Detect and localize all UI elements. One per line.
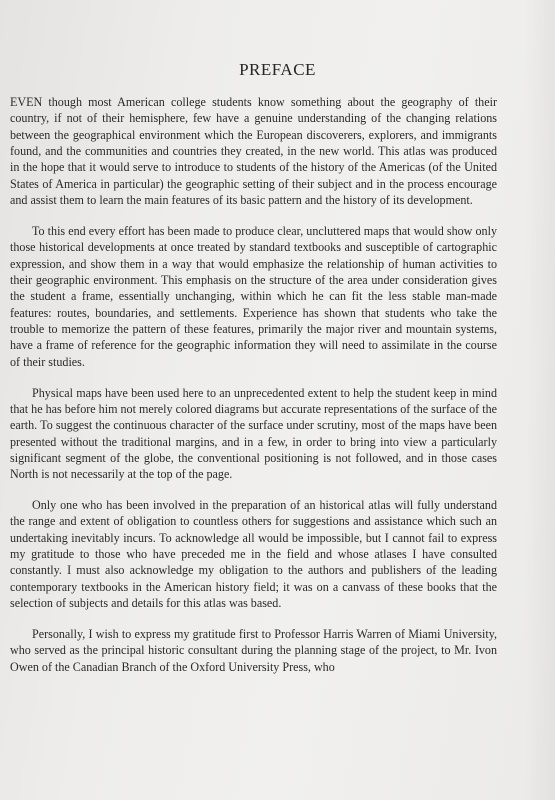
page-title: PREFACE [239,60,316,79]
paragraph-1: EVEN though most American college students know something about the geography of their country, if not of their hemisphere, few have a genuine understanding of the changing relations between the geographical environment which the European discoverers, explorers, and immigrants found, and the communities and countries they created, in the new world. This atlas was produced in the hope that it would serve to introduce to students of the history of the Americas (of the United States of America in particular) the geographic setting of their subject and in the process encourage and assist them to learn the main features of its basic pattern and the history of its development. [10,95,497,208]
preface-body [10,94,497,690]
page-edge-shadow [525,0,555,800]
paragraph-3: Physical maps have been used here to an unprecedented extent to help the student keep in mind that he has before him not merely colored diagrams but accurate representations of the surface of the earth. To suggest the continuous character of the surface under scrutiny, most of the maps have been presented without the traditional margins, and in a few, in order to bring into view a particularly significant segment of the globe, the conventional positioning is not followed, and in those cases North is not necessarily at the top of the page. [10,385,497,482]
paragraph-5: Personally, I wish to express my gratitude first to Professor Harris Warren of Miami University, who served as the principal historic consultant during the planning stage of the project, to Mr. Ivon Owen of the Canadian Branch of the Oxford University Press, who [10,626,497,674]
paragraph-2: To this end every effort has been made to produce clear, uncluttered maps that would show only those historical developments at once treated by standard textbooks and susceptible of cartographic expression, and show them in a way that would emphasize the relationship of human activities to their geographic environment. This emphasis on the structure of the area under consideration gives the student a frame, essentially unchanging, within which he can fit the less stable man-made features: routes, boundaries, and settlements. Experience has shown that students who take the trouble to memorize the pattern of these features, primarily the major river and mountain systems, have a frame of reference for the geographic information they will need to assimilate in the course of their studies. [10,223,497,369]
paragraph-4: Only one who has been involved in the preparation of an historical atlas will fully understand the range and extent of obligation to countless others for suggestions and assistance which such an undertaking inevitably incurs. To acknowledge all would be impossible, but I cannot fail to express my gratitude to those who have preceded me in the field and whose atlases I have consulted constantly. I must also acknowledge my obligation to the authors and publishers of the leading contemporary textbooks in the American history field; it was on a canvass of these books that the selection of subjects and details for this atlas was based. [10,498,497,611]
